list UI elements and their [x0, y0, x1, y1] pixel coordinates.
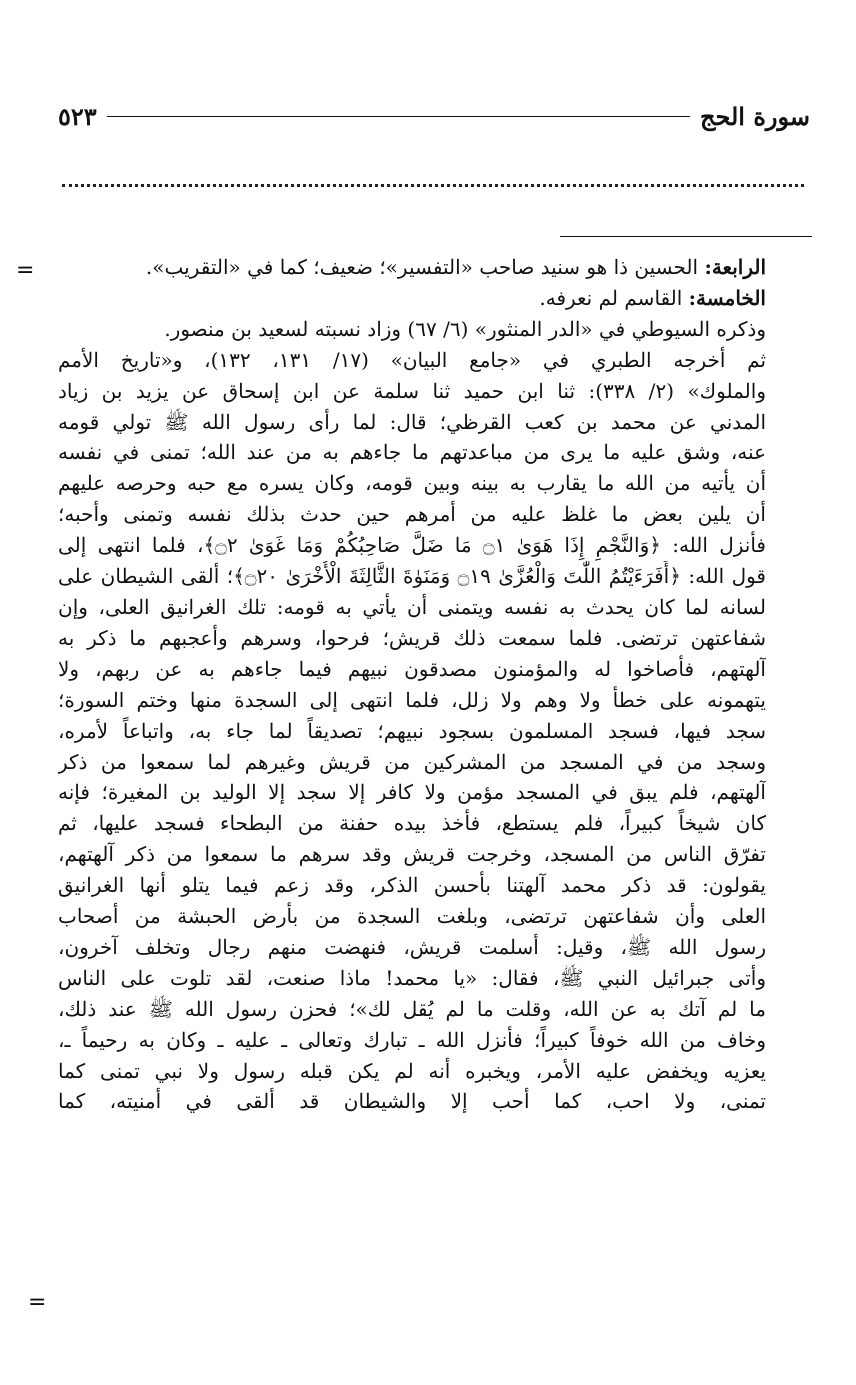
continuation-mark-bottom: =: [28, 1290, 47, 1315]
footnote-line: أن يأتيه من الله ما يقارب به بينه وبين قومه، وكان يسره مع حبه وحرصه عليهم: [58, 471, 766, 496]
footnote-separator: [560, 236, 812, 237]
label-khamisah: الخامسة:: [688, 285, 766, 310]
footnote-line: ما لم آتك به عن الله، وقلت ما لم يُقل لك»؛ فحزن رسول الله ﷺ عند ذلك،: [58, 996, 766, 1021]
footnote-line: أن يلين بعض ما غلظ عليه من أمرهم حين حدث بذلك نفسه وتمنى وأحبه؛: [58, 502, 766, 527]
line-text: الحسين ذا هو سنيد صاحب «التفسير»؛ ضعيف؛ كما في «التقريب».: [145, 255, 699, 279]
footnote-line: وسجد من في المسجد من المشركين من قريش وغيرهم لما سمعوا من ذكر: [58, 749, 766, 774]
footnote-line: تفرّق الناس من المسجد، وخرجت قريش وقد سرهم ما سمعوا من ذكر آلهتهم،: [58, 842, 766, 867]
footnote-line: والملوك» (٢/ ٣٣٨): ثنا ابن حميد ثنا سلمة عن ابن إسحاق عن يزيد بن زياد: [58, 378, 766, 403]
footnote-line: كان شيخاً كبيراً، فلم يستطع، فأخذ بيده حفنة من البطحاء فسجد عليها، ثم: [58, 811, 766, 836]
line-text: القاسم لم نعرفه.: [539, 285, 683, 310]
footnote-line: سجد فيها، فسجد المسلمون بسجود نبيهم؛ تصديقاً لما جاء به، واتباعاً لأمره،: [58, 718, 766, 743]
header-rule: [107, 116, 690, 117]
continuation-mark-top: =: [16, 258, 35, 283]
footnote-line: المدني عن محمد بن كعب القرظي؛ قال: لما رأى رسول الله ﷺ تولي قومه: [58, 409, 766, 434]
footnote-line: وذكره السيوطي في «الدر المنثور» (٦/ ٦٧) وزاد نسبته لسعيد بن منصور.: [164, 316, 766, 341]
page-header: [58, 96, 810, 136]
footnote-line: عنه، وشق عليه ما يرى من مباعدتهم ما جاءهم به من عند الله؛ تمنى في نفسه: [58, 440, 766, 465]
footnote-line: العلى وأن شفاعتهن ترتضى، وبلغت السجدة من بأرض الحبشة من أصحاب: [58, 904, 766, 929]
label-rabiah: الرابعة:: [704, 255, 766, 279]
footnote-line: وأتى جبرائيل النبي ﷺ، فقال: «يا محمد! ماذا صنعت، لقد تلوت على الناس: [58, 965, 766, 990]
footnote-line: يقولون: قد ذكر محمد آلهتنا بأحسن الذكر، وقد زعم فيما يتلو أنها الغرانيق: [58, 873, 766, 898]
footnote-line: لسانه لما كان يحدث به نفسه ويتمنى أن يأتي به قومه: تلك الغرانيق العلى، وإن: [58, 594, 766, 619]
footnote-line: يتهمونه على خطأ ولا وهم ولا زلل، فلما انتهى إلى السجدة منها وختم السورة؛: [58, 687, 766, 712]
footnote-line: وخاف من الله خوفاً كبيراً؛ فأنزل الله ـ تبارك وتعالى ـ عليه ـ وكان به رحيماً ـ،: [58, 1027, 766, 1052]
footnote-body: [58, 252, 766, 1117]
footnote-line: شفاعتهن ترتضى. فلما سمعت ذلك قريش؛ فرحوا، وسرهم وأعجبهم ما ذكر به: [58, 625, 766, 650]
footnote-line: قول الله: ﴿أَفَرَءَيْتُمُ اللَّٰتَ وَالْعُزَّىٰ ۝١٩ وَمَنَوٰةَ الثَّالِثَةَ الْأُخْرَىٰ ۝٢٠﴾؛ ألقى الشيطان على: [58, 564, 766, 589]
footnote-line: يعزيه ويخفض عليه الأمر، ويخبره أنه لم يكن قبله رسول ولا نبي تمنى كما: [58, 1058, 766, 1083]
page-number: ٥٢٣: [58, 101, 97, 131]
footnote-line: ثم أخرجه الطبري في «جامع البيان» (١٧/ ١٣١، ١٣٢)، و«تاريخ الأمم: [58, 347, 766, 372]
footnote-line: [58, 283, 766, 314]
footnote-line: آلهتهم، فلم يبق في المسجد مؤمن ولا كافر إلا سجد إلا الوليد بن المغيرة؛ فإنه: [58, 780, 766, 805]
surah-title: سورة الحج: [700, 101, 810, 131]
dotted-separator: [62, 184, 804, 187]
footnote-line: تمنى، ولا احب، كما أحب إلا والشيطان قد ألقى في أمنيته، كما: [58, 1089, 766, 1114]
footnote-line: رسول الله ﷺ، وقيل: أسلمت قريش، فنهضت منهم رجال وتخلف آخرون،: [58, 934, 766, 959]
footnote-line: [58, 252, 766, 283]
footnote-line: آلهتهم، فأصاخوا له والمؤمنون مصدقون نبيهم فيما جاءهم به عن ربهم، ولا: [58, 656, 766, 681]
footnote-line: فأنزل الله: ﴿وَالنَّجْمِ إِذَا هَوَىٰ ۝١ مَا ضَلَّ صَاحِبُكُمْ وَمَا غَوَىٰ ۝٢﴾، فلما انتهى إلى: [58, 533, 766, 558]
